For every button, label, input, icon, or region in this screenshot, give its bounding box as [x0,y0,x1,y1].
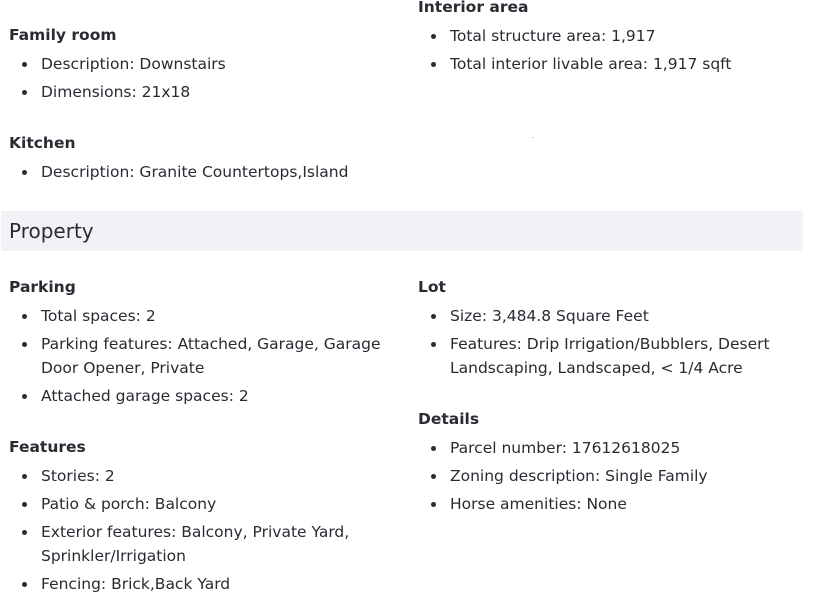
list-item: Horse amenities: None [418,492,813,516]
kitchen-heading: Kitchen [9,134,76,152]
kitchen-list [9,160,404,184]
features-heading: Features [9,438,86,456]
interior-area-section [418,0,813,80]
details-list [418,436,813,516]
list-item: Total structure area: 1,917 [418,24,813,48]
list-item: Fencing: Brick,Back Yard [9,572,404,596]
list-item: Parking features: Attached, Garage, Garage Door Opener, Private [9,332,404,380]
list-item: Total spaces: 2 [9,304,404,328]
details-heading: Details [418,410,480,428]
family-room-list [9,52,404,104]
list-item: Total interior livable area: 1,917 sqft [418,52,813,76]
interior-area-list [418,24,813,76]
interior-area-heading: Interior area [418,0,529,16]
family-room-heading: Family room [9,26,117,44]
list-item: Exterior features: Balcony, Private Yard, Sprinkler/Irrigation [9,520,404,568]
lot-list [418,304,813,380]
lot-heading: Lot [418,278,446,296]
lot-section [418,276,813,384]
property-section-header [1,211,803,251]
features-list [9,464,404,596]
kitchen-section [9,132,404,188]
parking-section [9,276,404,412]
features-section [9,436,404,600]
property-heading: Property [9,219,94,243]
list-item: Size: 3,484.8 Square Feet [418,304,813,328]
family-room-section [9,24,404,108]
list-item: Dimensions: 21x18 [9,80,404,104]
parking-list [9,304,404,408]
list-item: Zoning description: Single Family [418,464,813,488]
divider-speck [532,137,533,138]
list-item: Parcel number: 17612618025 [418,436,813,460]
list-item: Patio & porch: Balcony [9,492,404,516]
list-item: Attached garage spaces: 2 [9,384,404,408]
parking-heading: Parking [9,278,76,296]
list-item: Description: Downstairs [9,52,404,76]
list-item: Description: Granite Countertops,Island [9,160,404,184]
list-item: Features: Drip Irrigation/Bubblers, Desert Landscaping, Landscaped, < 1/4 Acre [418,332,813,380]
list-item: Stories: 2 [9,464,404,488]
details-section [418,408,813,520]
